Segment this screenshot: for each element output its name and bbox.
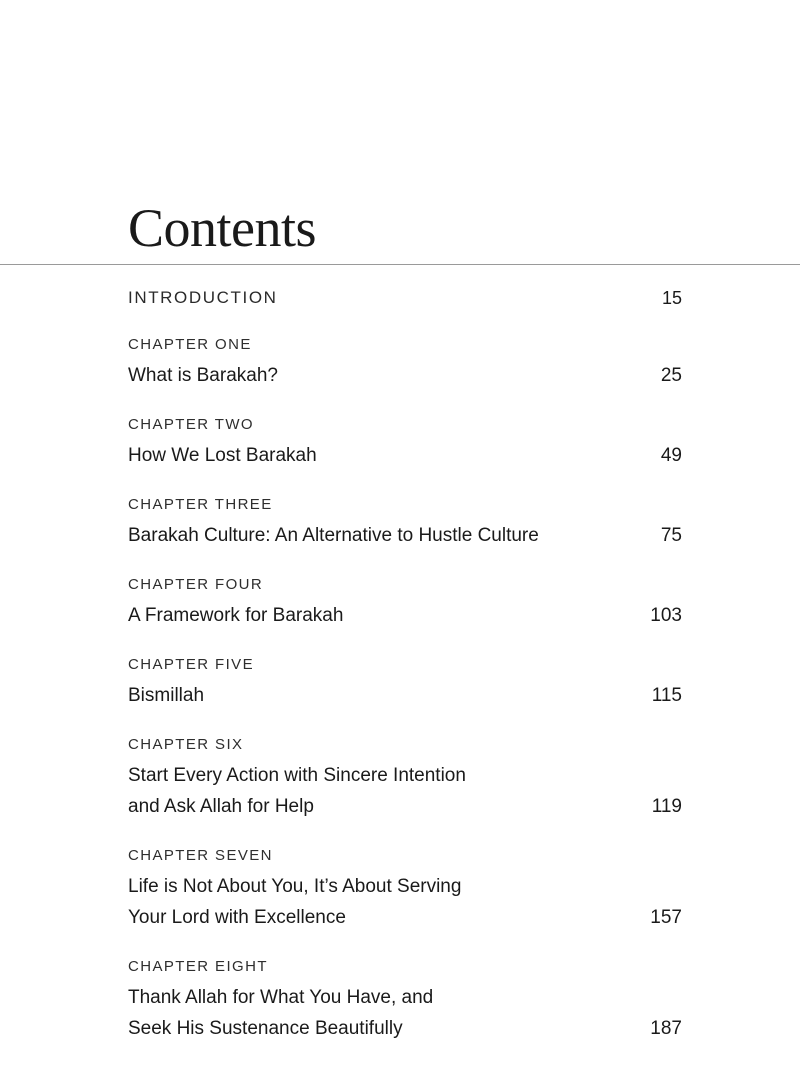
chapter-title-line: Start Every Action with Sincere Intention [128, 765, 466, 786]
chapter-kicker: CHAPTER TWO [128, 416, 254, 433]
chapter-title-line: Your Lord with Excellence [128, 907, 346, 928]
toc-entry-chapter-one [128, 330, 682, 391]
chapter-title-line: A Framework for Barakah [128, 605, 344, 626]
chapter-title-line: What is Barakah? [128, 365, 278, 386]
chapter-page-number: 115 [651, 685, 682, 706]
chapter-kicker: CHAPTER ONE [128, 336, 252, 353]
table-of-contents [128, 283, 682, 1044]
chapter-title-line: Barakah Culture: An Alternative to Hustle Culture [128, 525, 539, 546]
chapter-title-line: and Ask Allah for Help [128, 796, 314, 817]
chapter-title-line: Life is Not About You, It’s About Serving [128, 876, 462, 897]
chapter-page-number: 75 [660, 525, 682, 546]
toc-entry-chapter-four [128, 570, 682, 631]
title-divider [0, 264, 800, 265]
introduction-page-number: 15 [661, 288, 682, 308]
chapter-kicker: CHAPTER THREE [128, 496, 273, 513]
chapter-kicker: CHAPTER SEVEN [128, 847, 273, 864]
chapter-page-number: 103 [650, 605, 682, 626]
chapter-kicker: CHAPTER FOUR [128, 576, 264, 593]
chapter-title-line: Bismillah [128, 685, 205, 706]
toc-entry-chapter-three [128, 490, 682, 551]
chapter-kicker: CHAPTER FIVE [128, 656, 254, 673]
page-title: Contents [128, 198, 317, 258]
toc-entry-chapter-eight [128, 952, 682, 1044]
toc-entry-chapter-six [128, 730, 682, 822]
introduction-label: INTRODUCTION [128, 288, 278, 307]
chapter-kicker: CHAPTER SIX [128, 736, 244, 753]
chapter-page-number: 25 [660, 365, 682, 386]
chapter-page-number: 49 [660, 445, 682, 466]
toc-entry-introduction [128, 283, 682, 313]
chapter-title-line: How We Lost Barakah [128, 445, 317, 466]
chapter-kicker: CHAPTER EIGHT [128, 958, 268, 975]
chapter-title-line: Thank Allah for What You Have, and [128, 987, 434, 1008]
toc-entry-chapter-seven [128, 841, 682, 933]
toc-entry-chapter-two [128, 410, 682, 471]
chapter-page-number: 119 [651, 796, 682, 817]
chapter-page-number: 157 [650, 907, 682, 928]
toc-entry-chapter-five [128, 650, 682, 711]
chapter-page-number: 187 [650, 1018, 682, 1039]
chapter-title-line: Seek His Sustenance Beautifully [128, 1018, 403, 1039]
